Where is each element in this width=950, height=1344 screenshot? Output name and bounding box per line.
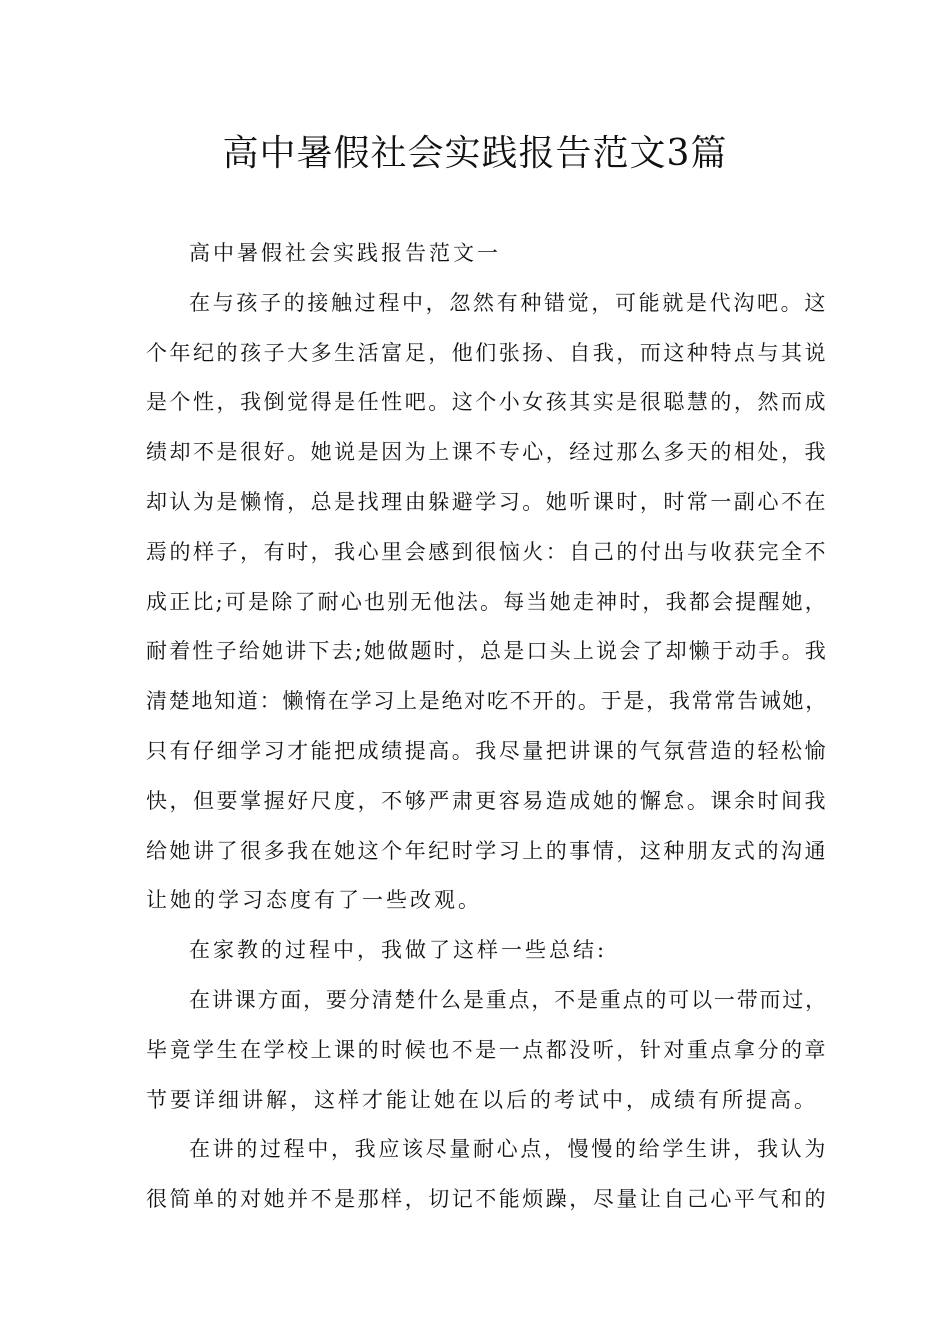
text-line: 给她讲了很多我在她这个年纪时学习上的事情，这种朋友式的沟通 [146, 838, 828, 863]
text-line: 是个性，我倒觉得是任性吧。这个小女孩其实是很聪慧的，然而成 [146, 390, 828, 415]
text-line: 在与孩子的接触过程中，忽然有种错觉，可能就是代沟吧。这 [189, 290, 828, 315]
document-title: 高中暑假社会实践报告范文3篇 [222, 133, 728, 174]
text-line: 却认为是懒惰，总是找理由躲避学习。她听课时，时常一副心不在 [146, 489, 828, 514]
text-line: 很简单的对她并不是那样，切记不能烦躁，尽量让自己心平气和的 [146, 1187, 828, 1212]
text-line: 绩却不是很好。她说是因为上课不专心，经过那么多天的相处，我 [146, 440, 828, 465]
text-line: 成正比;可是除了耐心也别无他法。每当她走神时，我都会提醒她， [146, 589, 828, 614]
text-line: 只有仔细学习才能把成绩提高。我尽量把讲课的气氛营造的轻松愉 [146, 738, 828, 763]
text-line: 高中暑假社会实践报告范文一 [189, 241, 501, 265]
text-line: 个年纪的孩子大多生活富足，他们张扬、自我，而这种特点与其说 [146, 340, 828, 365]
text-line: 在讲课方面，要分清楚什么是重点，不是重点的可以一带而过， [189, 987, 828, 1012]
text-line: 毕竟学生在学校上课的时候也不是一点都没听，针对重点拿分的章 [146, 1037, 828, 1062]
text-line: 快，但要掌握好尺度，不够严肃更容易造成她的懈怠。课余时间我 [146, 788, 828, 813]
text-line: 清楚地知道：懒惰在学习上是绝对吃不开的。于是，我常常告诫她， [146, 689, 828, 714]
text-line: 耐着性子给她讲下去;她做题时，总是口头上说会了却懒于动手。我 [146, 639, 828, 664]
document-body [146, 229, 828, 1225]
text-line: 焉的样子，有时，我心里会感到很恼火：自己的付出与收获完全不 [146, 539, 828, 564]
text-line: 在讲的过程中，我应该尽量耐心点，慢慢的给学生讲，我认为 [189, 1137, 828, 1162]
text-line: 让她的学习态度有了一些改观。 [146, 888, 482, 913]
text-line: 在家教的过程中，我做了这样一些总结: [189, 938, 608, 963]
text-line: 节要详细讲解，这样才能让她在以后的考试中，成绩有所提高。 [146, 1087, 818, 1112]
